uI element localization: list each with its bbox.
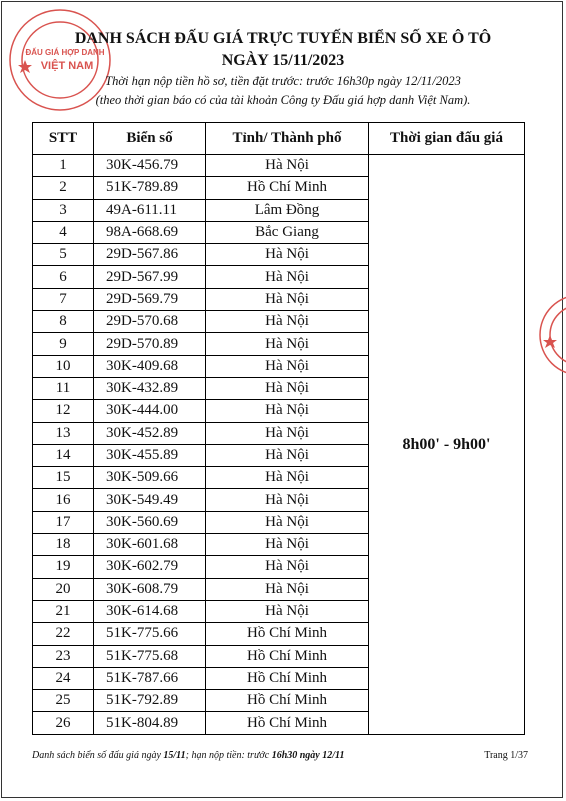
cell-plate: 29D-567.86 xyxy=(94,244,206,266)
cell-stt: 4 xyxy=(33,221,94,243)
cell-city: Hồ Chí Minh xyxy=(206,645,369,667)
cell-city: Hồ Chí Minh xyxy=(206,623,369,645)
cell-plate: 51K-804.89 xyxy=(94,712,206,734)
cell-plate: 30K-455.89 xyxy=(94,444,206,466)
cell-stt: 23 xyxy=(33,645,94,667)
cell-stt: 5 xyxy=(33,244,94,266)
cell-stt: 12 xyxy=(33,400,94,422)
auction-plates-table xyxy=(32,122,525,735)
footer-date: 15/11 xyxy=(163,750,186,761)
cell-plate: 29D-567.99 xyxy=(94,266,206,288)
footer-prefix: Danh sách biển số đấu giá ngày xyxy=(32,750,164,761)
cell-plate: 30K-560.69 xyxy=(94,511,206,533)
cell-stt: 8 xyxy=(33,311,94,333)
cell-plate: 51K-775.66 xyxy=(94,623,206,645)
cell-plate: 30K-601.68 xyxy=(94,534,206,556)
cell-plate: 30K-452.89 xyxy=(94,422,206,444)
cell-city: Hà Nội xyxy=(206,333,369,355)
cell-stt: 2 xyxy=(33,177,94,199)
cell-plate: 30K-608.79 xyxy=(94,578,206,600)
cell-city: Hà Nội xyxy=(206,244,369,266)
table-row xyxy=(33,155,525,177)
cell-stt: 11 xyxy=(33,377,94,399)
footer-mid: ; hạn nộp tiền: trước xyxy=(185,750,272,761)
cell-city: Hồ Chí Minh xyxy=(206,712,369,734)
cell-plate: 98A-668.69 xyxy=(94,221,206,243)
table-body xyxy=(33,155,525,735)
cell-city: Hà Nội xyxy=(206,288,369,310)
cell-plate: 51K-789.89 xyxy=(94,177,206,199)
cell-stt: 18 xyxy=(33,534,94,556)
cell-city: Hồ Chí Minh xyxy=(206,667,369,689)
cell-city: Hà Nội xyxy=(206,578,369,600)
cell-plate: 30K-444.00 xyxy=(94,400,206,422)
cell-stt: 20 xyxy=(33,578,94,600)
cell-plate: 29D-569.79 xyxy=(94,288,206,310)
cell-stt: 17 xyxy=(33,511,94,533)
cell-city: Bắc Giang xyxy=(206,221,369,243)
cell-city: Hà Nội xyxy=(206,511,369,533)
cell-stt: 16 xyxy=(33,489,94,511)
header-city: Tỉnh/ Thành phố xyxy=(206,123,369,155)
cell-stt: 7 xyxy=(33,288,94,310)
cell-city: Hà Nội xyxy=(206,400,369,422)
cell-plate: 51K-792.89 xyxy=(94,690,206,712)
cell-city: Hà Nội xyxy=(206,422,369,444)
cell-plate: 30K-456.79 xyxy=(94,155,206,177)
cell-city: Hà Nội xyxy=(206,467,369,489)
cell-plate: 30K-602.79 xyxy=(94,556,206,578)
cell-stt: 1 xyxy=(33,155,94,177)
cell-stt: 14 xyxy=(33,444,94,466)
cell-plate: 30K-614.68 xyxy=(94,600,206,622)
cell-stt: 9 xyxy=(33,333,94,355)
cell-plate: 51K-775.68 xyxy=(94,645,206,667)
cell-city: Hà Nội xyxy=(206,377,369,399)
cell-plate: 30K-509.66 xyxy=(94,467,206,489)
footer-note xyxy=(32,750,344,761)
cell-city: Lâm Đồng xyxy=(206,199,369,221)
cell-city: Hà Nội xyxy=(206,355,369,377)
document-date: NGÀY 15/11/2023 xyxy=(221,52,345,69)
cell-stt: 24 xyxy=(33,667,94,689)
stamp-line2: VIỆT NAM xyxy=(40,60,94,72)
cell-city: Hà Nội xyxy=(206,489,369,511)
cell-time-slot: 8h00' - 9h00' xyxy=(369,155,525,735)
cell-plate: 29D-570.89 xyxy=(94,333,206,355)
footer-deadline: 16h30 ngày 12/11 xyxy=(271,750,345,761)
cell-plate: 30K-549.49 xyxy=(94,489,206,511)
deadline-note: Thời hạn nộp tiền hồ sơ, tiền đặt trước: trước 16h30p ngày 12/11/2023 xyxy=(105,74,461,88)
cell-city: Hà Nội xyxy=(206,534,369,556)
edge-seal-stamp xyxy=(535,290,566,380)
cell-stt: 10 xyxy=(33,355,94,377)
cell-city: Hồ Chí Minh xyxy=(206,690,369,712)
cell-stt: 21 xyxy=(33,600,94,622)
cell-city: Hà Nội xyxy=(206,600,369,622)
cell-stt: 25 xyxy=(33,690,94,712)
cell-city: Hà Nội xyxy=(206,556,369,578)
page-number: Trang 1/37 xyxy=(484,750,528,761)
cell-plate: 29D-570.68 xyxy=(94,311,206,333)
cell-city: Hà Nội xyxy=(206,266,369,288)
cell-stt: 22 xyxy=(33,623,94,645)
stamp-line1: ĐẤU GIÁ HỢP DANH xyxy=(25,48,105,57)
cell-stt: 19 xyxy=(33,556,94,578)
cell-city: Hà Nội xyxy=(206,311,369,333)
cell-city: Hồ Chí Minh xyxy=(206,177,369,199)
deadline-note-detail: (theo thời gian báo có của tài khoản Công ty Đấu giá hợp danh Việt Nam). xyxy=(95,93,471,107)
cell-city: Hà Nội xyxy=(206,155,369,177)
cell-stt: 15 xyxy=(33,467,94,489)
header-stt: STT xyxy=(33,123,94,155)
cell-stt: 26 xyxy=(33,712,94,734)
header-time: Thời gian đấu giá xyxy=(369,123,525,155)
table-header-row xyxy=(33,123,525,155)
cell-stt: 13 xyxy=(33,422,94,444)
cell-plate: 49A-611.11 xyxy=(94,199,206,221)
cell-plate: 51K-787.66 xyxy=(94,667,206,689)
document-title: DANH SÁCH ĐẤU GIÁ TRỰC TUYẾN BIỂN SỐ XE Ô TÔ xyxy=(74,30,492,47)
cell-plate: 30K-409.68 xyxy=(94,355,206,377)
cell-city: Hà Nội xyxy=(206,444,369,466)
header-plate: Biển số xyxy=(94,123,206,155)
cell-plate: 30K-432.89 xyxy=(94,377,206,399)
cell-stt: 6 xyxy=(33,266,94,288)
cell-stt: 3 xyxy=(33,199,94,221)
